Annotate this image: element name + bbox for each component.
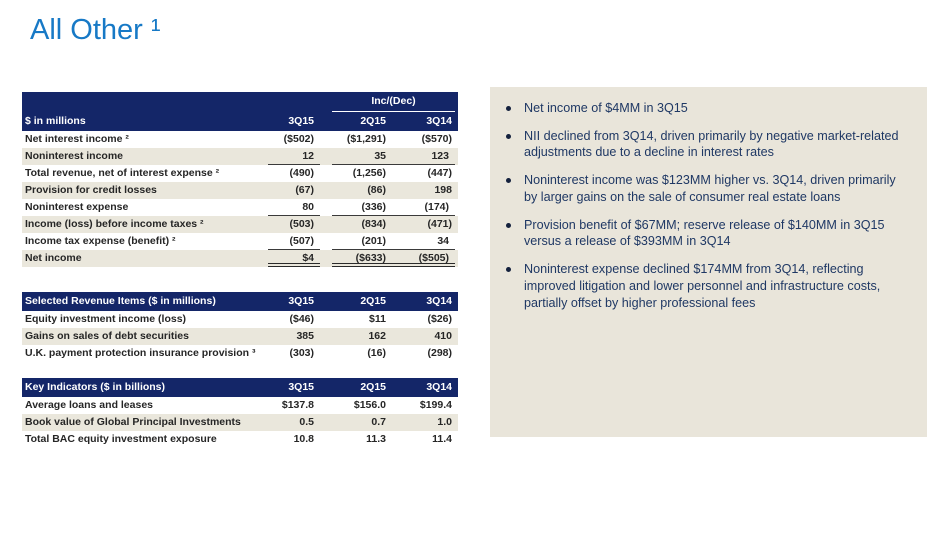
income-statement-table bbox=[22, 92, 458, 267]
value-3q14: 34 bbox=[392, 233, 455, 250]
column-header-3q15: 3Q15 bbox=[288, 295, 314, 307]
table-row bbox=[22, 311, 458, 328]
income-table-column-header-row bbox=[22, 112, 458, 131]
row-label: Provision for credit losses bbox=[25, 184, 157, 196]
bullet-text: Net income of $4MM in 3Q15 bbox=[524, 101, 688, 115]
value-2q15: ($633) bbox=[332, 250, 392, 267]
table-row bbox=[22, 345, 458, 362]
table-row bbox=[22, 328, 458, 345]
commentary-panel bbox=[490, 87, 927, 437]
income-table-header bbox=[22, 92, 458, 131]
value-3q15: $4 bbox=[268, 250, 320, 267]
value-2q15: $11 bbox=[369, 313, 386, 325]
value-3q14: ($26) bbox=[427, 313, 452, 325]
value-2q15: ($1,291) bbox=[346, 133, 386, 145]
column-header-title: Key Indicators ($ in billions) bbox=[25, 381, 166, 393]
value-3q15: (507) bbox=[268, 233, 320, 250]
row-label: Gains on sales of debt securities bbox=[25, 330, 189, 342]
value-2q15: (834) bbox=[361, 218, 386, 230]
value-3q15: ($46) bbox=[289, 313, 314, 325]
row-label: Income tax expense (benefit) ² bbox=[25, 235, 176, 247]
value-3q14: 11.4 bbox=[432, 433, 452, 445]
row-label: Net income bbox=[25, 252, 82, 264]
value-2q15: (336) bbox=[332, 199, 392, 216]
value-2q15: (201) bbox=[332, 233, 392, 250]
table-row bbox=[22, 165, 458, 182]
column-header-3q15: 3Q15 bbox=[288, 381, 314, 393]
value-3q15: (490) bbox=[289, 167, 314, 179]
table-row bbox=[22, 148, 458, 165]
value-3q15: 0.5 bbox=[299, 416, 314, 428]
column-header-title: Selected Revenue Items ($ in millions) bbox=[25, 295, 216, 307]
value-3q14: (447) bbox=[427, 167, 452, 179]
value-3q15: $137.8 bbox=[281, 399, 314, 411]
column-header-2q15: 2Q15 bbox=[360, 115, 386, 127]
value-2q15: (16) bbox=[367, 347, 386, 359]
key-indicators-table bbox=[22, 378, 458, 448]
bullet-item bbox=[502, 217, 911, 250]
bullet-item bbox=[502, 261, 911, 311]
table-row bbox=[22, 131, 458, 148]
table-row bbox=[22, 182, 458, 199]
value-2q15: 0.7 bbox=[371, 416, 386, 428]
column-header-2q15: 2Q15 bbox=[360, 295, 386, 307]
value-3q14: 410 bbox=[434, 330, 452, 342]
page-title: All Other ¹ bbox=[30, 14, 161, 46]
value-2q15: (1,256) bbox=[352, 167, 386, 179]
value-2q15: 162 bbox=[368, 330, 386, 342]
value-3q15: (503) bbox=[289, 218, 314, 230]
bullet-icon bbox=[506, 106, 511, 111]
value-3q15: 80 bbox=[268, 199, 320, 216]
value-3q15: ($502) bbox=[283, 133, 314, 145]
row-label: U.K. payment protection insurance provision ³ bbox=[25, 347, 256, 359]
value-3q15: 385 bbox=[296, 330, 314, 342]
table-row bbox=[22, 199, 458, 216]
value-3q14: 123 bbox=[392, 148, 455, 165]
column-header-3q15: 3Q15 bbox=[288, 115, 314, 127]
column-header-3q14: 3Q14 bbox=[426, 115, 452, 127]
bullet-text: NII declined from 3Q14, driven primarily by negative market-related adjustments due to a decline in interest rates bbox=[524, 128, 899, 160]
row-label: Book value of Global Principal Investments bbox=[25, 416, 241, 428]
column-header-3q14: 3Q14 bbox=[426, 381, 452, 393]
row-label: Noninterest expense bbox=[25, 201, 129, 213]
table-row bbox=[22, 397, 458, 414]
value-3q14: ($570) bbox=[421, 133, 452, 145]
bullet-item bbox=[502, 128, 911, 161]
table-row bbox=[22, 233, 458, 250]
row-label: Total revenue, net of interest expense ² bbox=[25, 167, 220, 179]
row-label: Average loans and leases bbox=[25, 399, 154, 411]
bullet-icon bbox=[506, 178, 511, 183]
value-3q14: 1.0 bbox=[437, 416, 452, 428]
value-3q15: 12 bbox=[268, 148, 320, 165]
value-3q15: 10.8 bbox=[293, 433, 314, 445]
row-label: Total BAC equity investment exposure bbox=[25, 433, 217, 445]
inc-dec-group-header: Inc/(Dec) bbox=[332, 92, 455, 112]
table-row bbox=[22, 216, 458, 233]
bullet-icon bbox=[506, 267, 511, 272]
value-3q14: 198 bbox=[434, 184, 452, 196]
selected-revenue-items-table bbox=[22, 292, 458, 362]
indicators-table-header bbox=[22, 378, 458, 397]
column-header-3q14: 3Q14 bbox=[426, 295, 452, 307]
table-row bbox=[22, 431, 458, 448]
column-header-units: $ in millions bbox=[25, 115, 86, 127]
value-3q14: $199.4 bbox=[419, 399, 452, 411]
bullet-text: Noninterest income was $123MM higher vs. 3Q14, driven primarily by larger gains on the sale of consumer real estate loans bbox=[524, 173, 896, 204]
value-3q14: (174) bbox=[392, 199, 455, 216]
revenue-table-header bbox=[22, 292, 458, 311]
bullet-text: Noninterest expense declined $174MM from 3Q14, reflecting improved litigation and lower personnel and infrastructure costs, partially offset by higher professional fees bbox=[524, 262, 881, 310]
value-3q14: (298) bbox=[427, 347, 452, 359]
income-table-group-header-row bbox=[22, 92, 458, 112]
value-2q15: 11.3 bbox=[366, 433, 386, 445]
bullet-item bbox=[502, 100, 911, 117]
value-3q14: ($505) bbox=[392, 250, 455, 267]
row-label: Net interest income ² bbox=[25, 133, 129, 145]
row-label: Income (loss) before income taxes ² bbox=[25, 218, 204, 230]
value-3q15: (303) bbox=[289, 347, 314, 359]
value-2q15: 35 bbox=[332, 148, 392, 165]
table-row-net-income bbox=[22, 250, 458, 267]
value-2q15: $156.0 bbox=[353, 399, 386, 411]
table-row bbox=[22, 414, 458, 431]
column-header-2q15: 2Q15 bbox=[360, 381, 386, 393]
row-label: Equity investment income (loss) bbox=[25, 313, 187, 325]
value-3q14: (471) bbox=[427, 218, 452, 230]
row-label: Noninterest income bbox=[25, 150, 124, 162]
bullet-item bbox=[502, 172, 911, 205]
bullet-icon bbox=[506, 223, 511, 228]
value-2q15: (86) bbox=[367, 184, 386, 196]
value-3q15: (67) bbox=[295, 184, 314, 196]
bullet-icon bbox=[506, 134, 511, 139]
bullet-text: Provision benefit of $67MM; reserve release of $140MM in 3Q15 versus a release of $393MM in 3Q14 bbox=[524, 217, 885, 249]
